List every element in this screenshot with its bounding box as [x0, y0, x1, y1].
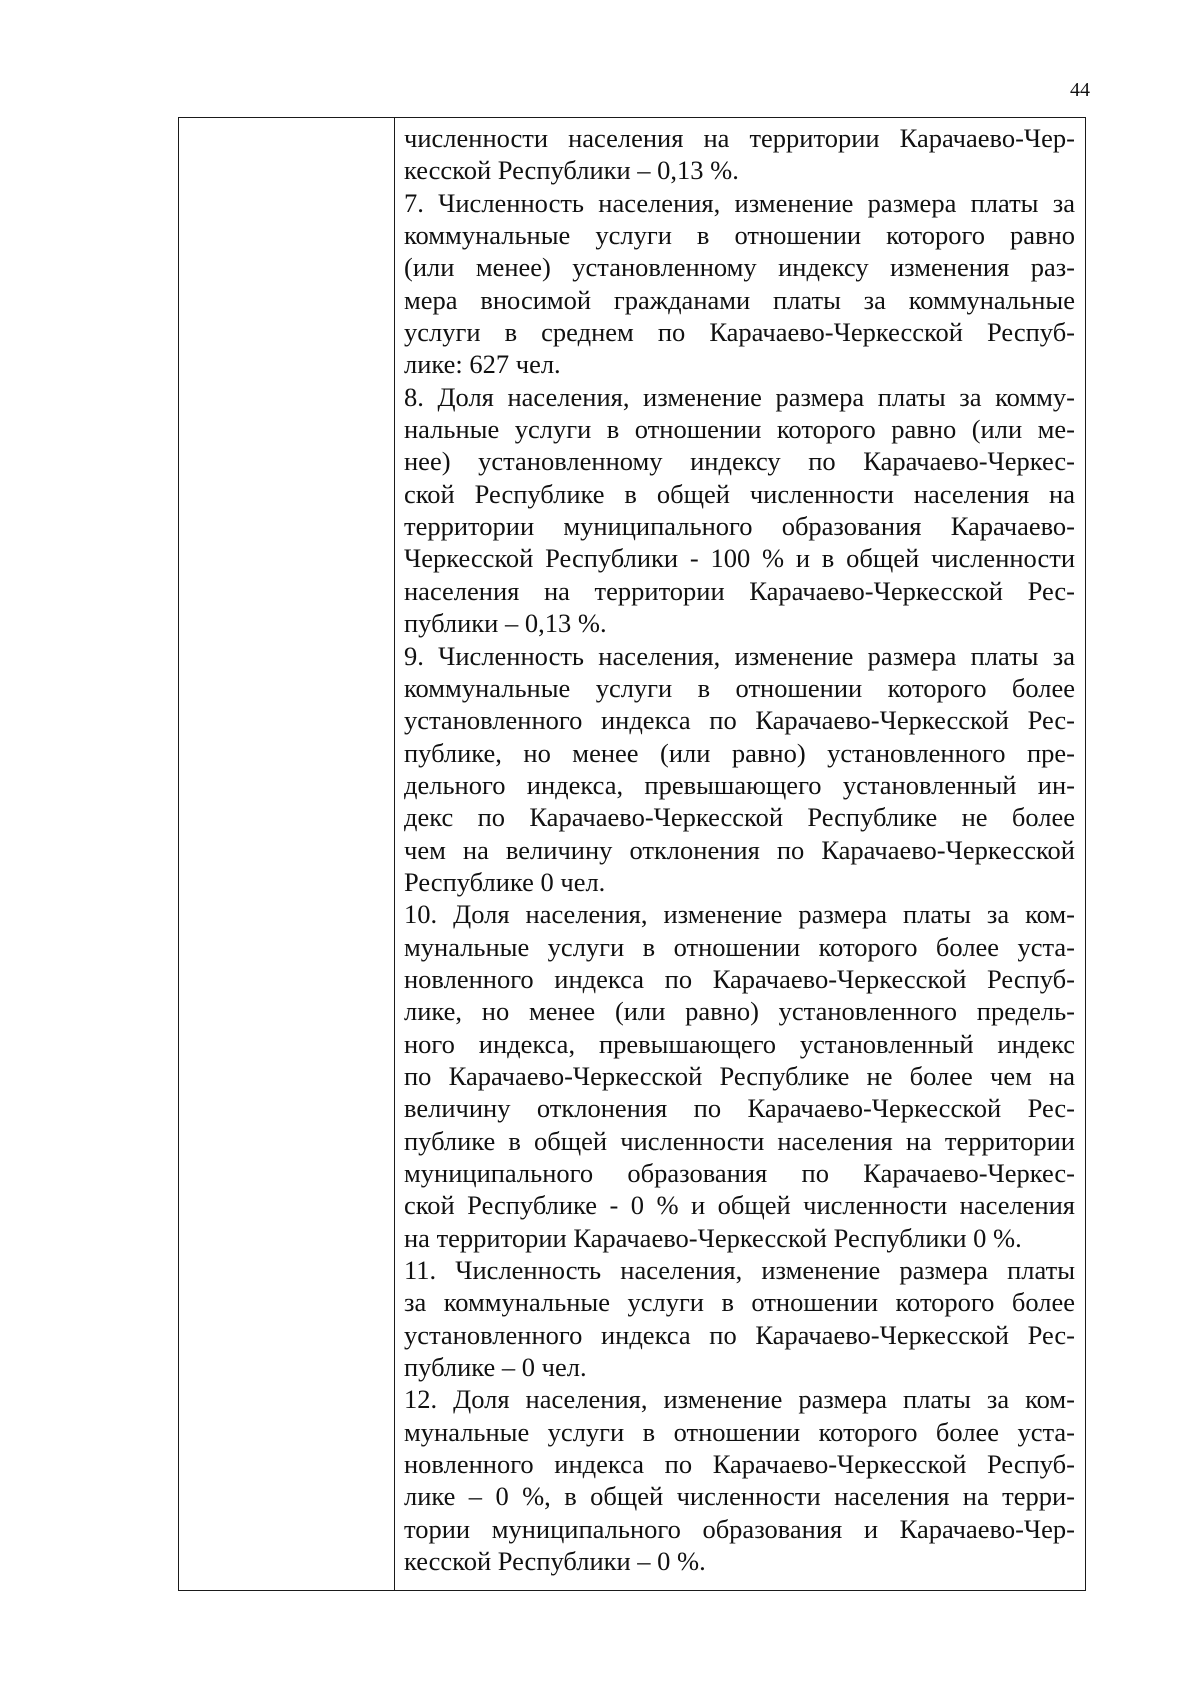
text-line: кесской Республики – 0 %.	[404, 1546, 706, 1577]
text-line: 11. Численность населения, изменение размера платы	[404, 1255, 1075, 1286]
text-line: публики – 0,13 %.	[404, 608, 607, 639]
text-line: муниципального образования по Карачаево-Черкес-	[404, 1158, 1075, 1188]
text-line: публике в общей численности населения на территории	[404, 1125, 1075, 1156]
text-line: лике, но менее (или равно) установленного предель-	[404, 996, 1075, 1027]
text-line: населения на территории Карачаево-Черкесской Рес-	[404, 575, 1075, 606]
text-line: услуги в среднем по Карачаево-Черкесской Респуб-	[404, 317, 1075, 348]
text-line: Черкесской Республики - 100 % и в общей численности	[404, 543, 1075, 574]
text-line: новленного индекса по Карачаево-Черкесской Респуб-	[404, 1449, 1075, 1480]
text-line: численности населения на территории Карачаево-Чер-	[404, 123, 1075, 153]
text-line: на территории Карачаево-Черкесской Республики 0 %.	[404, 1222, 1022, 1253]
text-line: ного индекса, превышающего установленный индекс	[404, 1028, 1075, 1059]
text-line: территории муниципального образования Карачаево-	[404, 511, 1075, 542]
text-line: чем на величину отклонения по Карачаево-Черкесской	[404, 834, 1075, 865]
text-line: нальные услуги в отношении которого равно (или ме-	[404, 414, 1075, 445]
text-line: ской Республике - 0 % и общей численности населения	[404, 1190, 1075, 1221]
text-line: (или менее) установленному индексу изменения раз-	[404, 252, 1075, 283]
text-line: 10. Доля населения, изменение размера платы за ком-	[404, 899, 1075, 930]
text-line: установленного индекса по Карачаево-Черкесской Рес-	[404, 1319, 1075, 1350]
text-line: установленного индекса по Карачаево-Черкесской Рес-	[404, 705, 1075, 736]
text-line: 12. Доля населения, изменение размера платы за ком-	[404, 1384, 1075, 1415]
text-line: за коммунальные услуги в отношении которого более	[404, 1287, 1075, 1318]
text-line: 8. Доля населения, изменение размера платы за комму-	[404, 381, 1075, 412]
text-line: коммунальные услуги в отношении которого более	[404, 672, 1075, 703]
text-line: Республике 0 чел.	[404, 866, 606, 897]
text-line: мунальные услуги в отношении которого более уста-	[404, 1416, 1075, 1447]
page-number: 44	[1070, 79, 1090, 101]
text-line: лике: 627 чел.	[404, 349, 561, 380]
text-line: 7. Численность населения, изменение размера платы за	[404, 187, 1075, 218]
text-line: публике, но менее (или равно) установленного пре-	[404, 737, 1075, 768]
text-line: величину отклонения по Карачаево-Черкесской Рес-	[404, 1093, 1075, 1124]
text-line: лике – 0 %, в общей численности населения на терри-	[404, 1481, 1075, 1512]
text-line: ской Республике в общей численности населения на	[404, 478, 1075, 509]
text-line: тории муниципального образования и Карачаево-Чер-	[404, 1513, 1075, 1544]
text-line: дельного индекса, превышающего установленный ин-	[404, 769, 1075, 800]
table-right-cell	[395, 118, 1085, 1590]
text-line: декс по Карачаево-Черкесской Республике не более	[404, 802, 1075, 833]
document-table	[178, 117, 1086, 1591]
text-line: коммунальные услуги в отношении которого равно	[404, 220, 1075, 251]
text-line: нее) установленному индексу по Карачаево-Черкес-	[404, 446, 1075, 477]
text-line: по Карачаево-Черкесской Республике не более чем на	[404, 1060, 1075, 1091]
text-line: новленного индекса по Карачаево-Черкесской Респуб-	[404, 963, 1075, 994]
text-line: мера вносимой гражданами платы за коммунальные	[404, 284, 1075, 315]
text-line: публике – 0 чел.	[404, 1352, 587, 1383]
text-line: 9. Численность населения, изменение размера платы за	[404, 640, 1075, 671]
text-line: мунальные услуги в отношении которого более уста-	[404, 931, 1075, 962]
table-left-cell	[179, 118, 395, 1590]
text-line: кесской Республики – 0,13 %.	[404, 155, 739, 186]
